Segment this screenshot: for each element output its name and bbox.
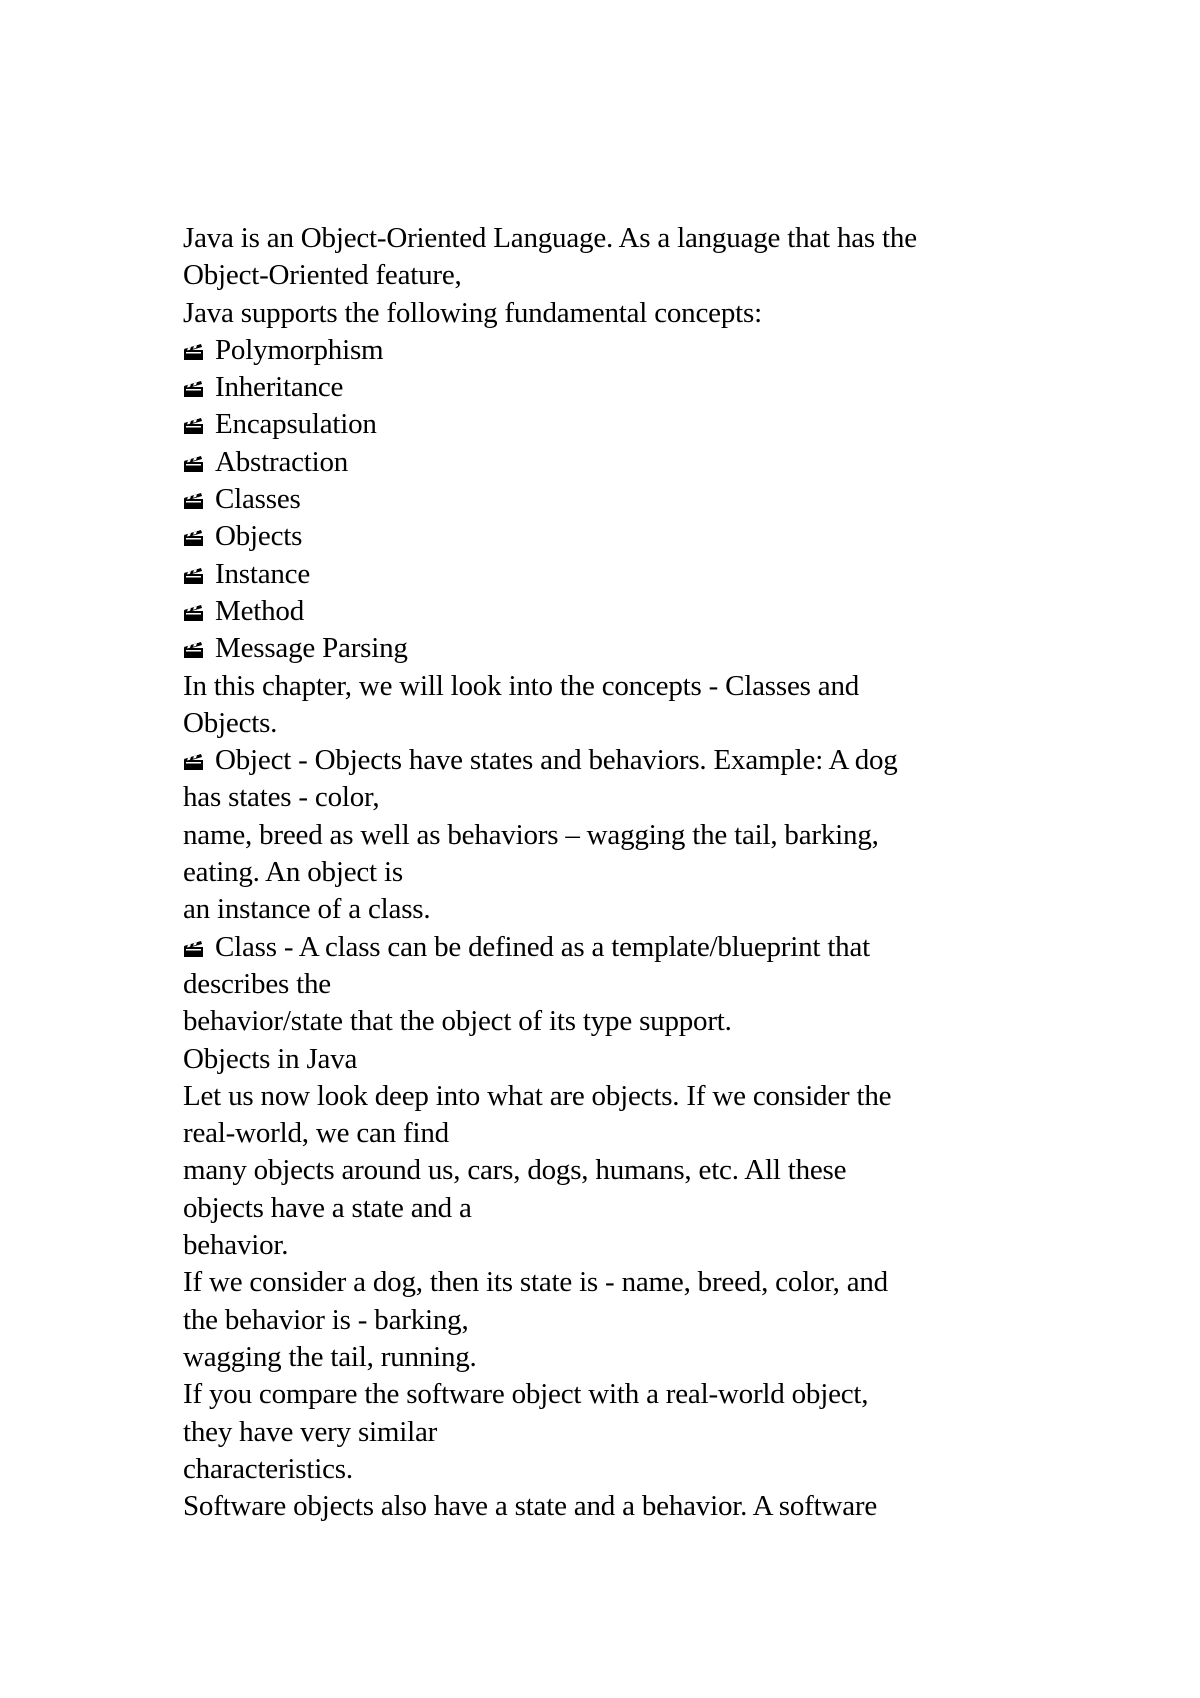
bullet-line bbox=[183, 742, 1063, 779]
line-text: name, breed as well as behaviors – wagging the tail, barking, bbox=[183, 818, 879, 851]
text-line bbox=[183, 1078, 1063, 1115]
text-line bbox=[183, 1227, 1063, 1264]
line-text: has states - color, bbox=[183, 781, 380, 814]
text-line bbox=[183, 1264, 1063, 1301]
line-text: In this chapter, we will look into the concepts - Classes and bbox=[183, 669, 860, 702]
clapperboard-icon bbox=[183, 529, 205, 547]
line-text: Message Parsing bbox=[215, 632, 408, 665]
bullet-line bbox=[183, 444, 1063, 481]
line-text: Java supports the following fundamental concepts: bbox=[183, 296, 762, 329]
line-text: they have very similar bbox=[183, 1415, 438, 1448]
clapperboard-icon bbox=[183, 753, 205, 771]
text-line bbox=[183, 1115, 1063, 1152]
line-text: behavior/state that the object of its type support. bbox=[183, 1005, 732, 1038]
line-text: If you compare the software object with a real-world object, bbox=[183, 1378, 869, 1411]
line-text: Class - A class can be defined as a template/blueprint that bbox=[215, 930, 871, 963]
clapperboard-icon bbox=[183, 455, 205, 473]
line-text: Objects bbox=[215, 520, 303, 553]
text-line bbox=[183, 220, 1063, 257]
bullet-line bbox=[183, 929, 1063, 966]
clapperboard-icon bbox=[183, 343, 205, 361]
text-line bbox=[183, 1190, 1063, 1227]
text-line bbox=[183, 1376, 1063, 1413]
line-text: Software objects also have a state and a behavior. A software bbox=[183, 1490, 878, 1523]
line-text: Let us now look deep into what are objects. If we consider the bbox=[183, 1079, 892, 1112]
line-text: Object-Oriented feature, bbox=[183, 259, 462, 292]
text-line bbox=[183, 1041, 1063, 1078]
clapperboard-icon bbox=[183, 567, 205, 585]
text-line bbox=[183, 1488, 1063, 1525]
line-text: Classes bbox=[215, 483, 301, 516]
text-line bbox=[183, 854, 1063, 891]
text-line bbox=[183, 295, 1063, 332]
clapperboard-icon bbox=[183, 417, 205, 435]
clapperboard-icon bbox=[183, 641, 205, 659]
clapperboard-icon bbox=[183, 940, 205, 958]
text-line bbox=[183, 1152, 1063, 1189]
bullet-line bbox=[183, 406, 1063, 443]
line-text: Instance bbox=[215, 557, 311, 590]
line-text: characteristics. bbox=[183, 1452, 353, 1485]
bullet-line bbox=[183, 630, 1063, 667]
bullet-line bbox=[183, 593, 1063, 630]
line-text: behavior. bbox=[183, 1229, 289, 1262]
line-text: eating. An object is bbox=[183, 856, 403, 889]
line-text: Polymorphism bbox=[215, 333, 384, 366]
line-text: Objects. bbox=[183, 706, 278, 739]
bullet-line bbox=[183, 481, 1063, 518]
line-text: Encapsulation bbox=[215, 408, 377, 441]
text-line bbox=[183, 1003, 1063, 1040]
line-text: describes the bbox=[183, 967, 331, 1000]
line-text: the behavior is - barking, bbox=[183, 1303, 469, 1336]
line-text: Objects in Java bbox=[183, 1042, 358, 1075]
clapperboard-icon bbox=[183, 380, 205, 398]
bullet-line bbox=[183, 369, 1063, 406]
line-text: an instance of a class. bbox=[183, 893, 431, 926]
text-line bbox=[183, 1302, 1063, 1339]
line-text: wagging the tail, running. bbox=[183, 1340, 477, 1373]
line-text: Inheritance bbox=[215, 371, 344, 404]
line-text: Method bbox=[215, 594, 305, 627]
line-text: objects have a state and a bbox=[183, 1191, 472, 1224]
line-text: Abstraction bbox=[215, 445, 349, 478]
document-body bbox=[183, 220, 1063, 1525]
text-line bbox=[183, 668, 1063, 705]
line-text: If we consider a dog, then its state is - name, breed, color, and bbox=[183, 1266, 888, 1299]
text-line bbox=[183, 1451, 1063, 1488]
line-text: real-world, we can find bbox=[183, 1117, 449, 1150]
text-line bbox=[183, 966, 1063, 1003]
bullet-line bbox=[183, 556, 1063, 593]
text-line bbox=[183, 891, 1063, 928]
text-line bbox=[183, 1414, 1063, 1451]
line-text: many objects around us, cars, dogs, humans, etc. All these bbox=[183, 1154, 847, 1187]
text-line bbox=[183, 705, 1063, 742]
clapperboard-icon bbox=[183, 604, 205, 622]
line-text: Object - Objects have states and behaviors. Example: A dog bbox=[215, 744, 898, 777]
clapperboard-icon bbox=[183, 492, 205, 510]
text-line bbox=[183, 779, 1063, 816]
bullet-line bbox=[183, 518, 1063, 555]
line-text: Java is an Object-Oriented Language. As a language that has the bbox=[183, 222, 917, 254]
text-line bbox=[183, 257, 1063, 294]
bullet-line bbox=[183, 332, 1063, 369]
text-line bbox=[183, 1339, 1063, 1376]
text-line bbox=[183, 817, 1063, 854]
